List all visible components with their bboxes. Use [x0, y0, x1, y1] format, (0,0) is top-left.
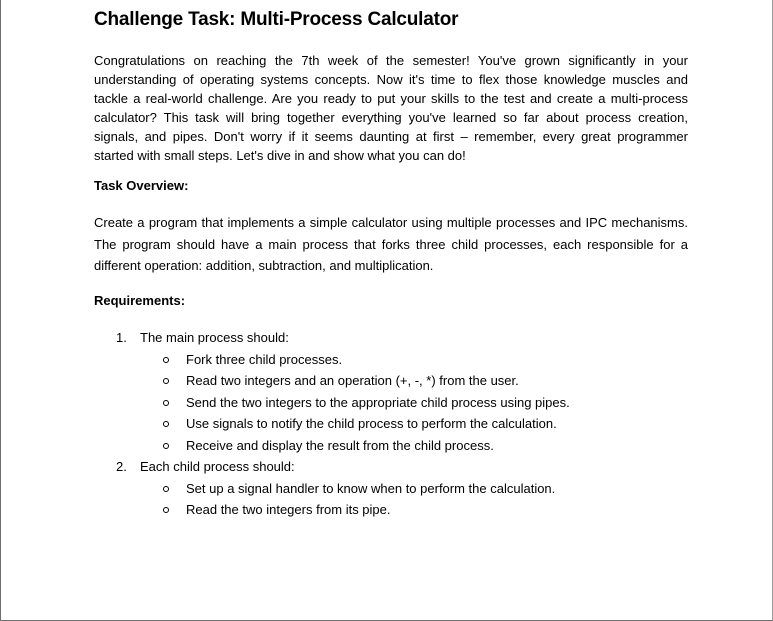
requirement-item [1, 327, 773, 349]
list-item [1, 413, 773, 435]
requirement-number: 2. [116, 459, 127, 474]
hollow-bullet-icon [163, 507, 169, 513]
requirement-text: The main process should: [140, 330, 289, 345]
hollow-bullet-icon [163, 486, 169, 492]
list-item [1, 370, 773, 392]
list-item [1, 499, 773, 521]
requirements-heading: Requirements: [94, 293, 186, 308]
hollow-bullet-icon [163, 400, 169, 406]
list-item-text: Use signals to notify the child process to perform the calculation. [186, 416, 557, 431]
requirement-item [1, 456, 773, 478]
requirement-text: Each child process should: [140, 459, 295, 474]
requirement-number: 1. [116, 330, 127, 345]
list-item [1, 435, 773, 457]
list-item [1, 478, 773, 500]
list-item [1, 349, 773, 371]
list-item-text: Set up a signal handler to know when to perform the calculation. [186, 480, 556, 496]
intro-paragraph: Congratulations on reaching the 7th week of the semester! You've grown significantly in your understanding of operating systems concepts. Now it's time to flex those knowledge muscles and tackle a real-world challenge. Are you ready to put your skills to the test and create a multi-process calculator? This task will bring together everything you've learned so far about process creation, signals, and pipes. Don't worry if it seems daunting at first – remember, every great programmer started with small steps. Let's dive in and show what you can do! [94, 53, 688, 163]
hollow-bullet-icon [163, 421, 169, 427]
list-item-text: Read two integers and an operation (+, -, *) from the user. [186, 373, 519, 388]
hollow-bullet-icon [163, 378, 169, 384]
task-overview-paragraph: Create a program that implements a simple calculator using multiple processes and IPC mechanisms. The program should have a main process that forks three child processes, each responsible for a different operation: addition, subtraction, and multiplication. [94, 215, 688, 273]
page-title: Challenge Task: Multi-Process Calculator [94, 9, 459, 30]
hollow-bullet-icon [163, 443, 169, 449]
list-item-text: Send the two integers to the appropriate child process using pipes. [186, 394, 570, 410]
requirements-list [1, 327, 773, 521]
list-item [1, 392, 773, 414]
list-item-text: Receive and display the result from the child process. [186, 437, 494, 453]
task-overview-heading: Task Overview: [94, 178, 189, 193]
hollow-bullet-icon [163, 357, 169, 363]
list-item-text: Read the two integers from its pipe. [186, 502, 391, 517]
list-item-text: Fork three child processes. [186, 351, 343, 367]
